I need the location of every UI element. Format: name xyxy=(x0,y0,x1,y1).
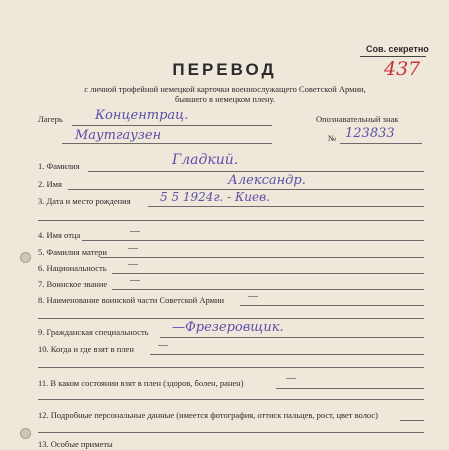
field-11-value: — xyxy=(286,373,296,384)
id-value: 123833 xyxy=(345,126,395,141)
camp-value-2: Маутгаузен xyxy=(75,128,162,143)
punch-hole xyxy=(20,428,31,439)
field-12-label: 12. Подробные персональные данные (имеется фотография, оттиск пальцев, рост, цвет волос) xyxy=(38,410,378,420)
field-3-label: 3. Дата и место рождения xyxy=(38,196,131,206)
field-9-label: 9. Гражданская специальность xyxy=(38,327,149,337)
field-10-line xyxy=(150,354,424,355)
field-5-line xyxy=(100,257,424,258)
document-title: ПЕРЕВОД xyxy=(172,60,277,79)
field-2-label: 2. Имя xyxy=(38,179,62,189)
id-label: Опознавательный знак xyxy=(316,114,399,124)
field-3-value: 5 5 1924г. - Киев. xyxy=(160,190,270,204)
field-8-value: — xyxy=(248,291,258,302)
field-4-label: 4. Имя отца xyxy=(38,230,81,240)
field-5-label: 5. Фамилия матери xyxy=(38,247,107,257)
field-6-value: — xyxy=(128,259,138,270)
camp-value: Концентрац. xyxy=(95,108,189,123)
field-9-line xyxy=(160,337,424,338)
field-8-label: 8. Наименование воинской части Советской Армии xyxy=(38,295,225,305)
field-5-value: — xyxy=(128,243,138,254)
id-line xyxy=(340,143,422,144)
field-4-line xyxy=(82,240,424,241)
field-7-value: — xyxy=(130,275,140,286)
field-8-line xyxy=(240,305,424,306)
document-subtitle xyxy=(60,84,390,104)
field-7-label: 7. Воинское звание xyxy=(38,279,108,289)
camp-label: Лагерь xyxy=(38,114,63,124)
field-11-line-2 xyxy=(38,399,424,400)
camp-line-2 xyxy=(62,143,272,144)
classification-stamp: Сов. секретно xyxy=(366,44,429,54)
field-11-line xyxy=(276,388,424,389)
id-no-sign: № xyxy=(328,133,337,143)
field-7-line xyxy=(112,289,424,290)
field-10-label: 10. Когда и где взят в плен xyxy=(38,344,134,354)
punch-hole xyxy=(20,252,31,263)
field-1-label: 1. Фамилия xyxy=(38,161,80,171)
field-9-value: —Фрезеровщик. xyxy=(172,320,284,335)
field-12-line xyxy=(400,420,424,421)
field-6-line xyxy=(112,273,424,274)
field-6-label: 6. Национальность xyxy=(38,263,107,273)
field-10-value: — xyxy=(158,340,168,351)
field-13-label: 13. Особые приметы xyxy=(38,439,113,449)
field-3-line-2 xyxy=(38,220,424,221)
field-12-line-2 xyxy=(38,432,424,433)
field-2-value: Александр. xyxy=(228,173,306,188)
field-4-value: — xyxy=(130,226,140,237)
field-11-label: 11. В каком состоянии взят в плен (здоров, болен, ранен) xyxy=(38,378,244,388)
field-1-line xyxy=(88,171,424,172)
field-3-line xyxy=(148,206,424,207)
subtitle-line-1: с личной трофейной немецкой карточки военнослужащего Советской Армии, xyxy=(84,84,366,94)
red-number: 437 xyxy=(384,58,421,80)
camp-line xyxy=(72,125,272,126)
field-1-value: Гладкий. xyxy=(172,152,239,168)
classification-underline xyxy=(360,56,426,57)
field-8-line-2 xyxy=(38,318,424,319)
subtitle-line-2: бывшего в немецком плену. xyxy=(174,94,276,104)
field-10-line-2 xyxy=(38,367,424,368)
